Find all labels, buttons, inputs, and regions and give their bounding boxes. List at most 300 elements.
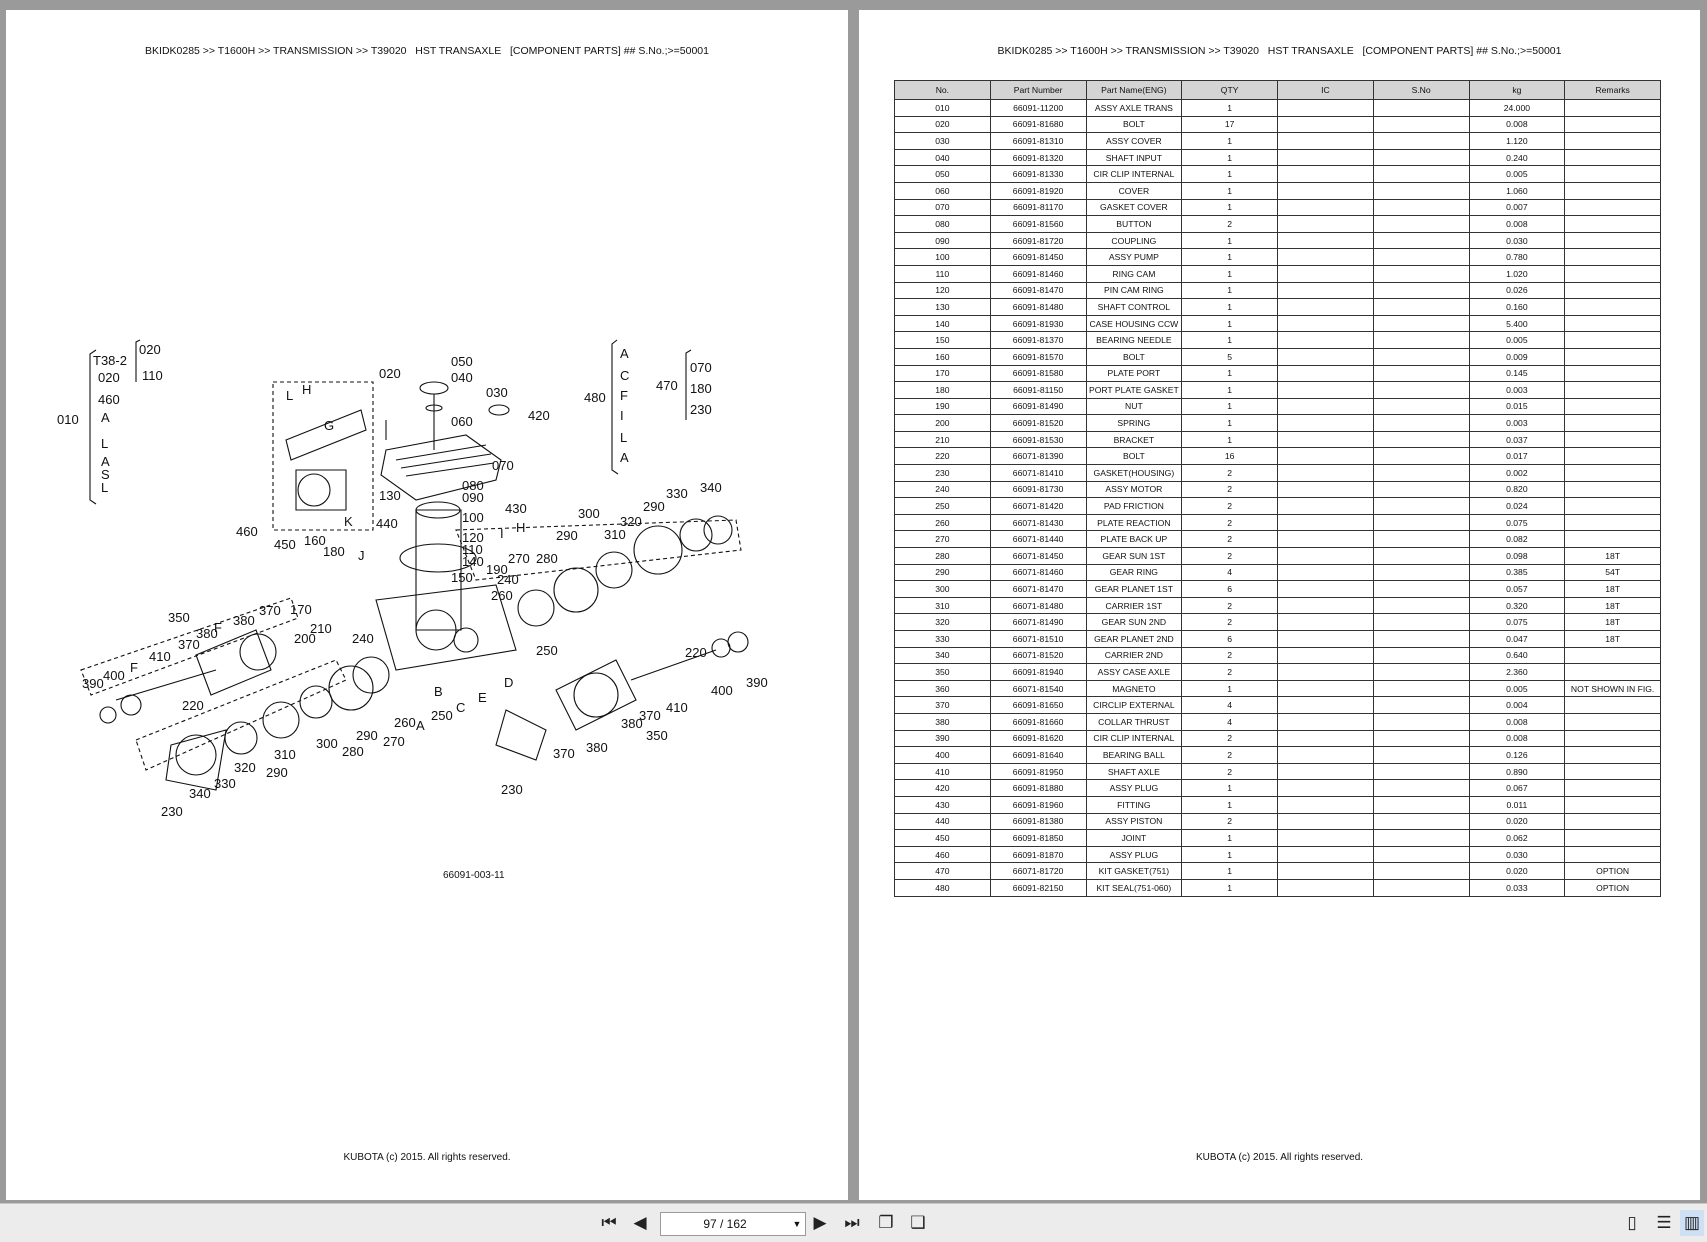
last-page-icon[interactable]: ⏭ [844, 1213, 860, 1232]
table-cell: 66091-81320 [990, 149, 1086, 166]
table-cell: KIT SEAL(751-060) [1086, 879, 1182, 896]
table-cell: 66071-81460 [990, 564, 1086, 581]
table-cell: 2 [1182, 216, 1278, 233]
table-cell: 0.820 [1469, 481, 1565, 498]
table-cell [1373, 697, 1469, 714]
callout-380: 380 [196, 626, 218, 641]
table-cell [1278, 265, 1374, 282]
table-cell: 18T [1565, 631, 1661, 648]
first-page-icon[interactable]: ⏮ [601, 1213, 617, 1232]
table-cell [1278, 382, 1374, 399]
table-cell [1278, 597, 1374, 614]
table-row [895, 531, 1661, 548]
callout-430: 430 [505, 501, 527, 516]
table-cell [1373, 730, 1469, 747]
table-cell [1373, 531, 1469, 548]
table-cell: 050 [895, 166, 991, 183]
table-cell [1278, 813, 1374, 830]
callout-030: 030 [486, 385, 508, 400]
breadcrumb: BKIDK0285 >> T1600H >> TRANSMISSION >> T39020 HST TRANSAXLE [COMPONENT PARTS] ## S.No.;>=50001 [997, 45, 1562, 57]
table-cell: 66091-81480 [990, 299, 1086, 316]
table-cell [1278, 149, 1374, 166]
table-cell: 0.030 [1469, 232, 1565, 249]
page-number-input[interactable] [660, 1212, 806, 1236]
table-row [895, 564, 1661, 581]
table-cell: 470 [895, 863, 991, 880]
table-cell: BOLT [1086, 448, 1182, 465]
table-cell: 18T [1565, 548, 1661, 565]
table-cell [1373, 149, 1469, 166]
table-cell: SHAFT AXLE [1086, 763, 1182, 780]
table-cell [1373, 647, 1469, 664]
table-cell [1373, 713, 1469, 730]
table-cell [1278, 498, 1374, 515]
table-cell: 1 [1182, 100, 1278, 117]
table-cell: 66091-81730 [990, 481, 1086, 498]
table-cell: GEAR PLANET 1ST [1086, 581, 1182, 598]
table-cell: 66091-81380 [990, 813, 1086, 830]
callout-right-a2: A [620, 450, 629, 465]
table-cell: 2 [1182, 498, 1278, 515]
table-cell [1278, 664, 1374, 681]
table-cell [1373, 780, 1469, 797]
table-cell: 54T [1565, 564, 1661, 581]
table-cell: COVER [1086, 182, 1182, 199]
callout-070-right: 070 [690, 360, 712, 375]
callout-150: 150 [451, 570, 473, 585]
letter-f: F [214, 620, 222, 635]
table-cell: 4 [1182, 697, 1278, 714]
chevron-down-icon[interactable]: ▼ [792, 1219, 802, 1229]
callout-370: 370 [259, 603, 281, 618]
letter-f2: F [130, 660, 138, 675]
table-cell: 160 [895, 348, 991, 365]
table-row [895, 796, 1661, 813]
callout-300: 300 [578, 506, 600, 521]
table-cell: 5.400 [1469, 315, 1565, 332]
table-cell: 18T [1565, 597, 1661, 614]
callout-370b: 370 [178, 637, 200, 652]
table-cell [1565, 332, 1661, 349]
table-cell [1565, 365, 1661, 382]
table-cell: 1 [1182, 232, 1278, 249]
table-cell: 2 [1182, 763, 1278, 780]
table-row [895, 133, 1661, 150]
table-cell: 0.098 [1469, 548, 1565, 565]
table-cell: GASKET(HOUSING) [1086, 465, 1182, 482]
table-cell [1278, 747, 1374, 764]
table-cell: NUT [1086, 398, 1182, 415]
table-cell: 1 [1182, 879, 1278, 896]
table-row [895, 448, 1661, 465]
letter-a: A [416, 718, 425, 733]
table-cell: 66091-81150 [990, 382, 1086, 399]
letter-c: C [456, 700, 466, 715]
table-cell: 2.360 [1469, 664, 1565, 681]
table-row [895, 747, 1661, 764]
table-cell: 350 [895, 664, 991, 681]
table-cell [1373, 498, 1469, 515]
table-cell [1565, 116, 1661, 133]
table-cell: 1 [1182, 332, 1278, 349]
callout-300b: 300 [316, 736, 338, 751]
callout-240: 240 [497, 572, 519, 587]
table-cell: 1 [1182, 365, 1278, 382]
callout-410: 410 [149, 649, 171, 664]
table-header-row [895, 81, 1661, 100]
callout-290b: 290 [556, 528, 578, 543]
table-cell: 4 [1182, 713, 1278, 730]
table-cell: 140 [895, 315, 991, 332]
table-cell: 1 [1182, 415, 1278, 432]
table-cell [1565, 531, 1661, 548]
table-cell [1373, 199, 1469, 216]
table-cell: 0.020 [1469, 813, 1565, 830]
table-cell [1373, 581, 1469, 598]
parts-table-body [895, 100, 1661, 897]
table-row [895, 315, 1661, 332]
table-cell: 66071-81540 [990, 680, 1086, 697]
table-cell: MAGNETO [1086, 680, 1182, 697]
table-cell [1373, 813, 1469, 830]
table-cell [1565, 431, 1661, 448]
table-cell [1278, 780, 1374, 797]
callout-410b: 410 [666, 700, 688, 715]
table-cell [1278, 315, 1374, 332]
callout-t38-2: T38-2 [93, 353, 127, 368]
breadcrumb: BKIDK0285 >> T1600H >> TRANSMISSION >> T39020 HST TRANSAXLE [COMPONENT PARTS] ## S.No.;>=50001 [145, 45, 709, 57]
table-cell [1278, 514, 1374, 531]
table-cell: RING CAM [1086, 265, 1182, 282]
table-cell: 0.160 [1469, 299, 1565, 316]
table-cell [1565, 713, 1661, 730]
table-cell: 0.007 [1469, 199, 1565, 216]
callout-070: 070 [492, 458, 514, 473]
table-cell: 330 [895, 631, 991, 648]
table-cell: SPRING [1086, 415, 1182, 432]
continuous-page-icon[interactable]: ☰ [1656, 1213, 1672, 1232]
callout-100: 100 [462, 510, 484, 525]
table-cell: 66091-81930 [990, 315, 1086, 332]
table-cell: 040 [895, 149, 991, 166]
table-cell: 110 [895, 265, 991, 282]
table-cell [1278, 232, 1374, 249]
callout-left-l: L [101, 436, 109, 451]
table-cell [1278, 166, 1374, 183]
table-cell [1565, 830, 1661, 847]
table-cell [1373, 332, 1469, 349]
fit-page-icon[interactable]: ❐ [878, 1213, 894, 1232]
single-page-icon[interactable]: ▯ [1627, 1213, 1637, 1232]
table-cell [1565, 647, 1661, 664]
callout-290c: 290 [356, 728, 378, 743]
table-cell: 0.002 [1469, 465, 1565, 482]
table-cell: 070 [895, 199, 991, 216]
table-cell [1278, 199, 1374, 216]
table-cell [1278, 365, 1374, 382]
table-row [895, 863, 1661, 880]
callout-400b: 400 [711, 683, 733, 698]
table-cell: 0.082 [1469, 531, 1565, 548]
table-cell: 66071-81510 [990, 631, 1086, 648]
table-cell: 2 [1182, 531, 1278, 548]
table-cell: 18T [1565, 614, 1661, 631]
table-cell [1278, 282, 1374, 299]
table-cell: SHAFT CONTROL [1086, 299, 1182, 316]
table-cell [1278, 182, 1374, 199]
table-cell: 0.075 [1469, 614, 1565, 631]
table-row [895, 548, 1661, 565]
table-cell [1373, 133, 1469, 150]
table-cell: 66091-81170 [990, 199, 1086, 216]
callout-020-left: 020 [98, 370, 120, 385]
table-cell [1373, 465, 1469, 482]
table-cell [1565, 846, 1661, 863]
table-cell [1278, 531, 1374, 548]
table-cell [1565, 664, 1661, 681]
table-cell: PLATE BACK UP [1086, 531, 1182, 548]
callout-350b: 350 [646, 728, 668, 743]
table-cell [1278, 133, 1374, 150]
table-cell: 1 [1182, 182, 1278, 199]
table-cell [1373, 282, 1469, 299]
table-row [895, 713, 1661, 730]
table-cell: 1.060 [1469, 182, 1565, 199]
table-cell: 380 [895, 713, 991, 730]
table-cell: ASSY PLUG [1086, 780, 1182, 797]
table-row [895, 299, 1661, 316]
table-cell: 020 [895, 116, 991, 133]
table-cell [1278, 647, 1374, 664]
table-cell: 1 [1182, 149, 1278, 166]
table-cell: 0.008 [1469, 216, 1565, 233]
col-no: No. [895, 81, 991, 100]
table-cell: 66091-81640 [990, 747, 1086, 764]
callout-390: 390 [82, 676, 104, 691]
letter-j: J [358, 548, 365, 563]
table-cell: 4 [1182, 564, 1278, 581]
table-cell: 1 [1182, 863, 1278, 880]
letter-h2: H [516, 520, 526, 535]
table-cell [1373, 830, 1469, 847]
callout-090: 090 [462, 490, 484, 505]
table-cell: 080 [895, 216, 991, 233]
table-cell: 130 [895, 299, 991, 316]
table-cell [1373, 631, 1469, 648]
table-cell: GEAR PLANET 2ND [1086, 631, 1182, 648]
table-cell [1373, 747, 1469, 764]
callout-230b: 230 [501, 782, 523, 797]
table-cell [1565, 796, 1661, 813]
table-cell: ASSY PLUG [1086, 846, 1182, 863]
table-cell [1565, 448, 1661, 465]
callout-210: 210 [310, 621, 332, 636]
table-cell: 66071-81420 [990, 498, 1086, 515]
callout-080: 080 [462, 478, 484, 493]
table-cell: 66091-81880 [990, 780, 1086, 797]
table-cell: 66071-81520 [990, 647, 1086, 664]
letter-h: H [302, 382, 312, 397]
table-row [895, 100, 1661, 117]
table-cell [1565, 697, 1661, 714]
table-row [895, 332, 1661, 349]
left-page [6, 10, 848, 1200]
table-cell: PIN CAM RING [1086, 282, 1182, 299]
table-cell [1278, 713, 1374, 730]
table-cell [1565, 249, 1661, 266]
table-cell: 1.020 [1469, 265, 1565, 282]
table-row [895, 249, 1661, 266]
table-cell [1373, 216, 1469, 233]
table-cell: 66071-81390 [990, 448, 1086, 465]
table-cell [1278, 879, 1374, 896]
table-row [895, 631, 1661, 648]
table-row [895, 614, 1661, 631]
two-page-icon[interactable]: ▥ [1680, 1210, 1704, 1236]
table-row [895, 647, 1661, 664]
callout-250: 250 [431, 708, 453, 723]
table-cell: 66091-81460 [990, 265, 1086, 282]
table-row [895, 597, 1661, 614]
table-cell: 5 [1182, 348, 1278, 365]
table-cell: 1 [1182, 398, 1278, 415]
table-cell: 0.008 [1469, 713, 1565, 730]
table-cell [1373, 448, 1469, 465]
callout-380b: 380 [233, 613, 255, 628]
table-cell: 0.020 [1469, 863, 1565, 880]
callout-340: 340 [700, 480, 722, 495]
callout-200: 200 [294, 631, 316, 646]
table-cell [1373, 100, 1469, 117]
table-cell [1278, 116, 1374, 133]
table-cell: 0.047 [1469, 631, 1565, 648]
table-cell: 0.033 [1469, 879, 1565, 896]
table-cell [1278, 763, 1374, 780]
table-row [895, 830, 1661, 847]
table-cell: 200 [895, 415, 991, 432]
table-cell: 66091-81720 [990, 232, 1086, 249]
table-row [895, 664, 1661, 681]
table-cell: 0.240 [1469, 149, 1565, 166]
table-cell: FITTING [1086, 796, 1182, 813]
callout-310b: 310 [274, 747, 296, 762]
table-cell [1565, 348, 1661, 365]
table-cell: 0.009 [1469, 348, 1565, 365]
table-cell: OPTION [1565, 879, 1661, 896]
table-cell: 1 [1182, 282, 1278, 299]
callout-160: 160 [304, 533, 326, 548]
table-cell: OPTION [1565, 863, 1661, 880]
table-cell [1565, 232, 1661, 249]
table-cell [1373, 182, 1469, 199]
table-cell: 66091-81570 [990, 348, 1086, 365]
table-cell: 0.890 [1469, 763, 1565, 780]
table-cell: 1 [1182, 265, 1278, 282]
table-cell [1373, 614, 1469, 631]
fit-width-icon[interactable]: ❑ [910, 1213, 926, 1232]
callout-260: 260 [491, 588, 513, 603]
table-row [895, 282, 1661, 299]
callout-020-top: 020 [139, 342, 161, 357]
table-cell [1565, 265, 1661, 282]
table-row [895, 182, 1661, 199]
callout-left-a: A [101, 410, 110, 425]
exploded-parts-diagram [46, 342, 816, 850]
table-cell: 2 [1182, 614, 1278, 631]
table-cell: 2 [1182, 597, 1278, 614]
callout-right-i: I [620, 408, 624, 423]
table-row [895, 730, 1661, 747]
table-cell: COLLAR THRUST [1086, 713, 1182, 730]
table-cell: 0.640 [1469, 647, 1565, 664]
table-cell [1278, 631, 1374, 648]
table-cell: 090 [895, 232, 991, 249]
table-cell: 400 [895, 747, 991, 764]
table-cell: 480 [895, 879, 991, 896]
callout-290d: 290 [266, 765, 288, 780]
table-cell: 0.005 [1469, 166, 1565, 183]
table-cell: 66091-81560 [990, 216, 1086, 233]
col-remarks: Remarks [1565, 81, 1661, 100]
callout-420: 420 [528, 408, 550, 423]
callout-left-l2: L [101, 480, 109, 495]
callout-170: 170 [290, 602, 312, 617]
callout-270b: 270 [383, 734, 405, 749]
next-page-icon[interactable]: ▶ [813, 1213, 827, 1232]
callout-260b: 260 [394, 715, 416, 730]
letter-k: K [344, 514, 353, 529]
table-cell: 300 [895, 581, 991, 598]
table-cell: 410 [895, 763, 991, 780]
table-cell [1373, 763, 1469, 780]
table-cell: ASSY COVER [1086, 133, 1182, 150]
prev-page-icon[interactable]: ◀ [633, 1213, 647, 1232]
page-indicator: 97 / 162 [703, 1217, 747, 1231]
callout-460: 460 [236, 524, 258, 539]
table-cell: 66091-81940 [990, 664, 1086, 681]
callout-left-a2: A [101, 454, 110, 469]
table-cell: 010 [895, 100, 991, 117]
table-cell: CIR CLIP INTERNAL [1086, 730, 1182, 747]
table-cell: PORT PLATE GASKET [1086, 382, 1182, 399]
callout-380c: 380 [621, 716, 643, 731]
table-cell: 66091-81370 [990, 332, 1086, 349]
table-cell [1373, 564, 1469, 581]
figure-number: 66091-003-11 [443, 870, 505, 881]
table-cell [1278, 431, 1374, 448]
table-cell: 66091-81520 [990, 415, 1086, 432]
table-cell: 240 [895, 481, 991, 498]
callout-270: 270 [508, 551, 530, 566]
table-cell: 66091-81450 [990, 249, 1086, 266]
table-cell: 66091-81620 [990, 730, 1086, 747]
table-cell [1278, 332, 1374, 349]
table-cell: BUTTON [1086, 216, 1182, 233]
parts-table [894, 80, 1661, 897]
table-cell: 0.003 [1469, 415, 1565, 432]
table-cell [1565, 166, 1661, 183]
table-cell: 1 [1182, 315, 1278, 332]
callout-230-right: 230 [690, 402, 712, 417]
table-cell [1373, 265, 1469, 282]
table-cell: 17 [1182, 116, 1278, 133]
table-cell: 270 [895, 531, 991, 548]
col-ic: IC [1278, 81, 1374, 100]
table-cell: ASSY PUMP [1086, 249, 1182, 266]
table-cell: 440 [895, 813, 991, 830]
callout-130: 130 [379, 488, 401, 503]
letter-g: G [324, 418, 335, 433]
